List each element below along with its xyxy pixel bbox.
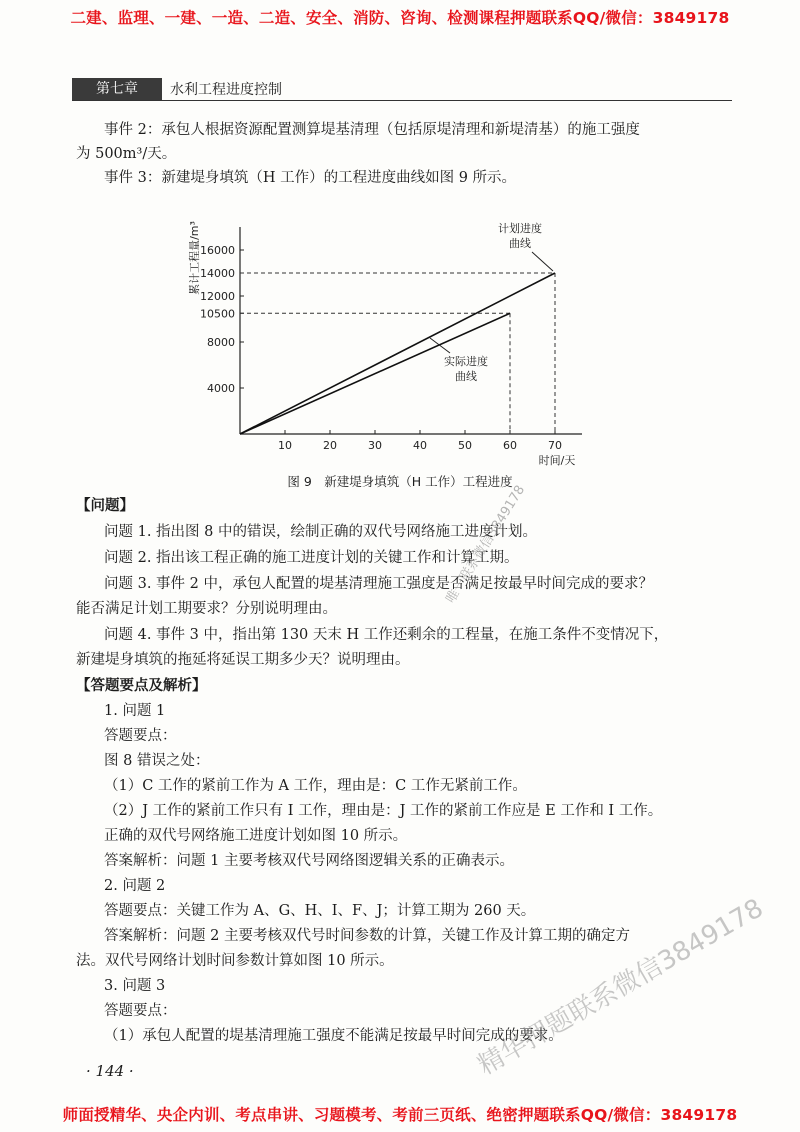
chapter-header [72,76,732,101]
y-tick-label: 4000 [207,382,235,395]
answer-line: 法。双代号网络计划时间参数计算如图 10 所示。 [76,953,394,969]
answers-heading: 【答题要点及解析】 [76,678,207,694]
x-tick-label: 60 [503,439,517,452]
x-tick-label: 20 [323,439,337,452]
x-axis-label: 时间/天 [538,454,576,467]
x-tick-label: 40 [413,439,427,452]
y-tick-label: 14000 [200,267,235,280]
paragraph: 事件 3：新建堤身填筑（H 工作）的工程进度曲线如图 9 所示。 [104,170,517,186]
progress-chart [180,200,600,470]
answer-line: 2. 问题 2 [104,878,166,894]
chapter-title: 水利工程进度控制 [170,82,282,98]
chapter-tag: 第七章 [72,78,162,100]
answer-line: 1. 问题 1 [104,703,166,719]
questions-heading: 【问题】 [76,498,134,514]
answer-line: 3. 问题 3 [104,978,166,994]
watermark: 精华押题联系微信3849178 [473,893,769,1082]
y-axis-label: 累计工程量/m³ [188,221,201,295]
answer-line: 答题要点：关键工作为 A、G、H、I、F、J；计算工期为 260 天。 [104,903,536,919]
paragraph: 为 500m³/天。 [76,146,177,162]
answer-line: （1）C 工作的紧前工作为 A 工作，理由是：C 工作无紧前工作。 [104,778,527,794]
x-tick-label: 30 [368,439,382,452]
answer-line: 图 8 错误之处： [104,753,210,769]
question: 问题 2. 指出该工程正确的施工进度计划的关键工作和计算工期。 [104,550,519,566]
x-tick-label: 10 [278,439,292,452]
question: 新建堤身填筑的拖延将延误工期多少天？说明理由。 [76,652,410,668]
planned-progress-line [240,273,555,434]
planned-curve-leader [532,252,553,271]
answer-line: （1）承包人配置的堤基清理施工强度不能满足按最早时间完成的要求。 [104,1028,563,1044]
question: 问题 1. 指出图 8 中的错误，绘制正确的双代号网络施工进度计划。 [104,524,537,540]
answer-line: （2）J 工作的紧前工作只有 I 工作，理由是：J 工作的紧前工作应是 E 工作和 I 工作。 [104,803,663,819]
y-tick-label: 8000 [207,336,235,349]
y-tick-label: 12000 [200,290,235,303]
question: 问题 3. 事件 2 中，承包人配置的堤基清理施工强度是否满足按最早时间完成的要求？ [104,576,653,592]
answer-line: 正确的双代号网络施工进度计划如图 10 所示。 [104,828,408,844]
answer-line: 答案解析：问题 2 主要考核双代号时间参数的计算，关键工作及计算工期的确定方 [104,928,630,944]
question: 问题 4. 事件 3 中，指出第 130 天末 H 工作还剩余的工程量，在施工条件不变情况下， [104,627,669,643]
page-number: · 144 · [86,1062,134,1080]
y-tick-label: 10500 [200,307,235,321]
y-tick-label: 16000 [200,244,235,257]
answer-line: 答题要点： [104,728,177,744]
x-tick-label: 70 [548,439,562,452]
planned-curve-label: 计划进度 [498,222,542,235]
figure-caption: 图 9 新建堤身填筑（H 工作）工程进度 [287,474,513,489]
actual-curve-label: 实际进度 [444,355,488,368]
paragraph: 事件 2：承包人根据资源配置测算堤基清理（包括原堤清理和新堤清基）的施工强度 [104,122,640,138]
top-banner: 二建、监理、一建、一造、二造、安全、消防、咨询、检测课程押题联系QQ/微信：3849178 [70,9,730,27]
bottom-banner: 师面授精华、央企内训、考点串讲、习题模考、考前三页纸、绝密押题联系QQ/微信：3849178 [62,1106,738,1124]
planned-curve-label: 曲线 [509,237,531,250]
actual-curve-leader [430,338,450,353]
actual-curve-label: 曲线 [455,370,477,383]
question: 能否满足计划工期要求？分别说明理由。 [76,601,337,617]
watermark: 唯一联系微信3849178 [443,482,529,607]
x-tick-label: 50 [458,439,472,452]
answer-line: 答题要点： [104,1003,177,1019]
answer-line: 答案解析：问题 1 主要考核双代号网络图逻辑关系的正确表示。 [104,853,514,869]
